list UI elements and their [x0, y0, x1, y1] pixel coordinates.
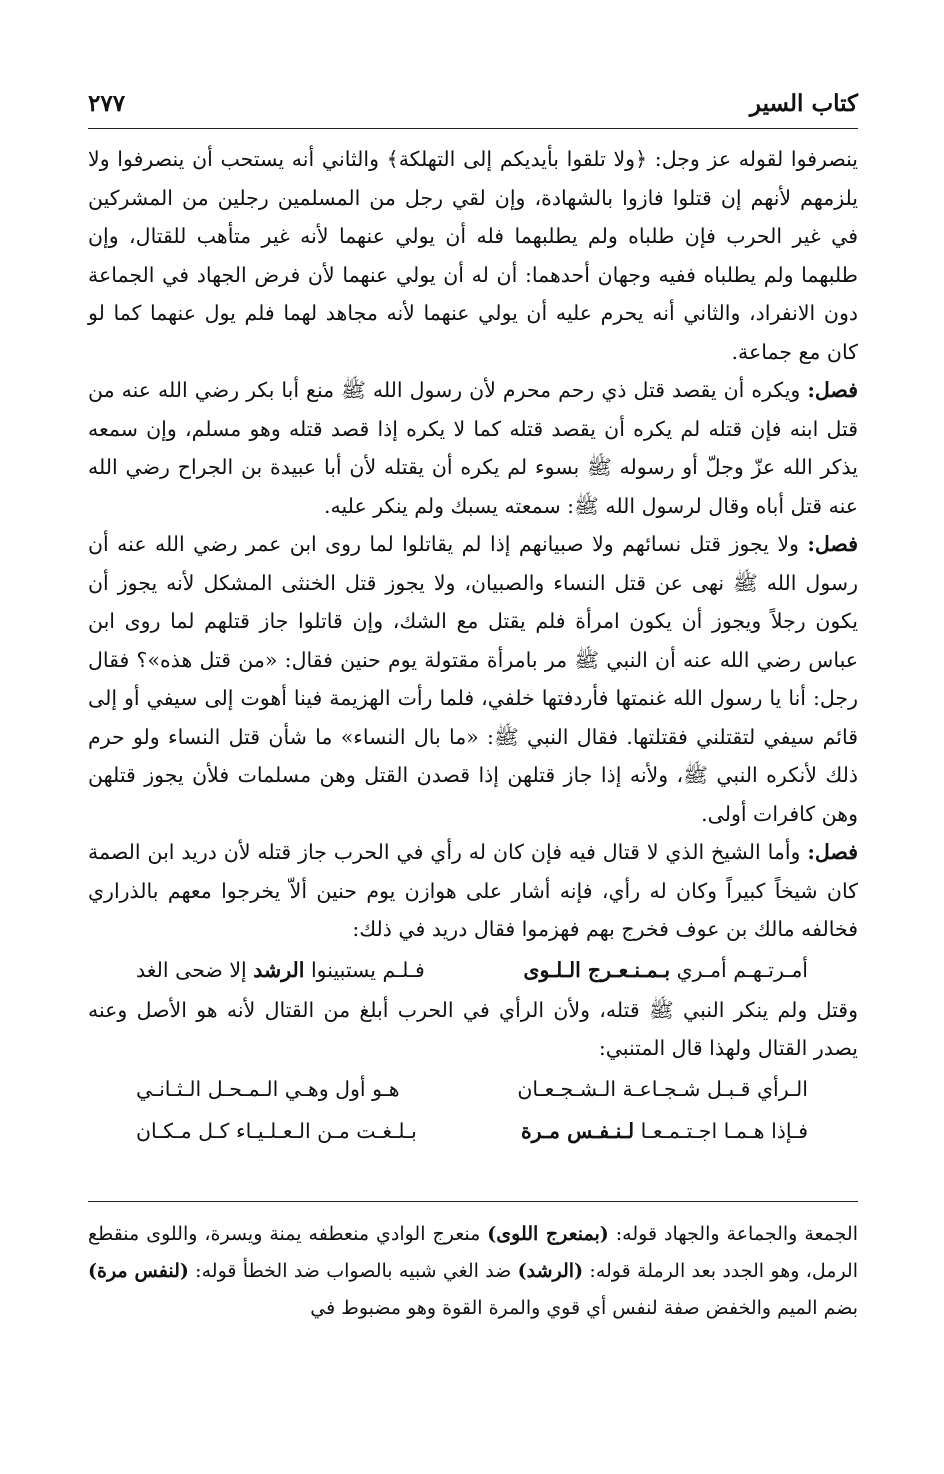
- verse-mutanabbi-line-1: [88, 1068, 858, 1110]
- footnote-1: الجمعة والجماعة والجهاد قوله: (بمنعرج اللوى) منعرج الوادي منعطفه يمنة ويسرة، واللوى منقطع الرمل، وهو الجدد بعد الرملة قوله: (الرشد) ضد الغي شبيه بالصواب ضد الخطأ قوله: (لنفس مرة) بضم الميم والخفض صفة لنفس أي قوي والمرة القوة وهو مضبوط في: [88, 1223, 858, 1319]
- footnotes: [88, 1216, 858, 1327]
- section-keyword: فصل:: [807, 840, 858, 864]
- verse-mutanabbi-line-2: [88, 1110, 858, 1152]
- section-keyword: فصل:: [807, 378, 858, 402]
- book-page: [88, 0, 858, 1474]
- paragraph-1: ينصرفوا لقوله عز وجل: ﴿ولا تلقوا بأيديكم إلى التهلكة﴾ والثاني أنه يستحب أن ينصرفوا ولا يلزمهم لأنهم إن قتلوا فازوا بالشهادة، وإن لقي رجل من المسلمين رجلين من المشركين في غير الحرب فإن طلباه ولم يطلبهما فله أن يولي عنهما لأنه غير متأهب للقتال، وإن طلبهما ولم يطلباه ففيه وجهان أحدهما: أن له أن يولي عنهما لأن فرض الجهاد في الجماعة دون الانفراد، والثاني أنه يحرم عليه أن يولي عنهما لأنه مجاهد لهما فلم يول عنهما كما لو كان مع جماعة.: [88, 147, 858, 364]
- section-keyword: فصل:: [807, 532, 858, 556]
- verse-hemistich-first: أمـرتـهـم أمـري بـمـنـعـرج الـلـوى: [523, 957, 808, 982]
- paragraph-3-text: ولا يجوز قتل نسائهم ولا صبيانهم إذا لم يقاتلوا لما روى ابن عمر رضي الله عنه أن رسول الله ﷺ نهى عن قتل النساء والصبيان، ولا يجوز قتل الخنثى المشكل لأنه يجوز أن يكون رجلاً ويجوز أن يكون امرأة فلم يقتل مع الشك، وإن قاتلوا جاز قتلهم لما روى ابن عباس رضي الله عنه أن النبي ﷺ مر بامرأة مقتولة يوم حنين فقال: «من قتل هذه»؟ فقال رجل: أنا يا رسول الله غنمتها فأردفتها خلفي، فلما رأت الهزيمة فينا أهوت إلى سيفي أو إلى قائم سيفي لتقتلني فقتلتها. فقال النبي ﷺ: «ما بال النساء» ما شأن قتل النساء ولو حرم ذلك لأنكره النبي ﷺ، ولأنه إذا جاز قتلهن إذا قصدن القتل وهن مسلمات فلأن يجوز قتلهن وهن كافرات أولى.: [88, 532, 858, 826]
- verse-hemistich-first: الـرأي قـبـل شـجـاعـة الـشـجـعـان: [517, 1076, 808, 1101]
- verse-duraid: [88, 949, 858, 991]
- verse-hemistich-first: فـإذا هـمـا اجـتـمـعـا لـنـفـس مـرة: [520, 1118, 808, 1143]
- main-text: [88, 140, 858, 1152]
- running-title: كتاب السير: [749, 90, 858, 117]
- paragraph-2-text: ويكره أن يقصد قتل ذي رحم محرم لأن رسول الله ﷺ منع أبا بكر رضي الله عنه من قتل ابنه فإن قتله لم يكره أن يقصد قتله كما لا يكره إذا قصد قتله وهو مسلم، وإن سمعه يذكر الله عزّ وجلّ أو رسوله ﷺ بسوء لم يكره أن يقتله لأن أبا عبيدة بن الجراح رضي الله عنه قتل أباه وقال لرسول الله ﷺ: سمعته يسبك ولم ينكر عليه.: [88, 378, 858, 518]
- paragraph-5: وقتل ولم ينكر النبي ﷺ قتله، ولأن الرأي في الحرب أبلغ من القتال لأنه هو الأصل وعنه يصدر القتال ولهذا قال المتنبي:: [88, 997, 858, 1060]
- paragraph-3: [88, 525, 858, 833]
- footnote-separator: [88, 1201, 858, 1202]
- verse-hemistich-second: بـلـغـت مـن الـعـلـيـاء كـل مـكـان: [136, 1118, 417, 1143]
- paragraph-4-text: وأما الشيخ الذي لا قتال فيه فإن كان له رأي في الحرب جاز قتله لأن دريد ابن الصمة كان شيخاً كبيراً وكان له رأي، فإنه أشار على هوازن يوم حنين ألاّ يخرجوا معهم بالذراري فخالفه مالك بن عوف فخرج بهم فهزموا فقال دريد في ذلك:: [88, 840, 858, 941]
- paragraph-4: [88, 833, 858, 949]
- page-number: ٢٧٧: [88, 90, 126, 117]
- page-header: [88, 88, 858, 129]
- paragraph-2: [88, 371, 858, 525]
- verse-hemistich-second: هـو أول وهـي الـمـحـل الـثـانـي: [136, 1076, 400, 1101]
- verse-hemistich-second: فـلـم يستبينوا الرشد إلا ضحى الغد: [136, 957, 425, 982]
